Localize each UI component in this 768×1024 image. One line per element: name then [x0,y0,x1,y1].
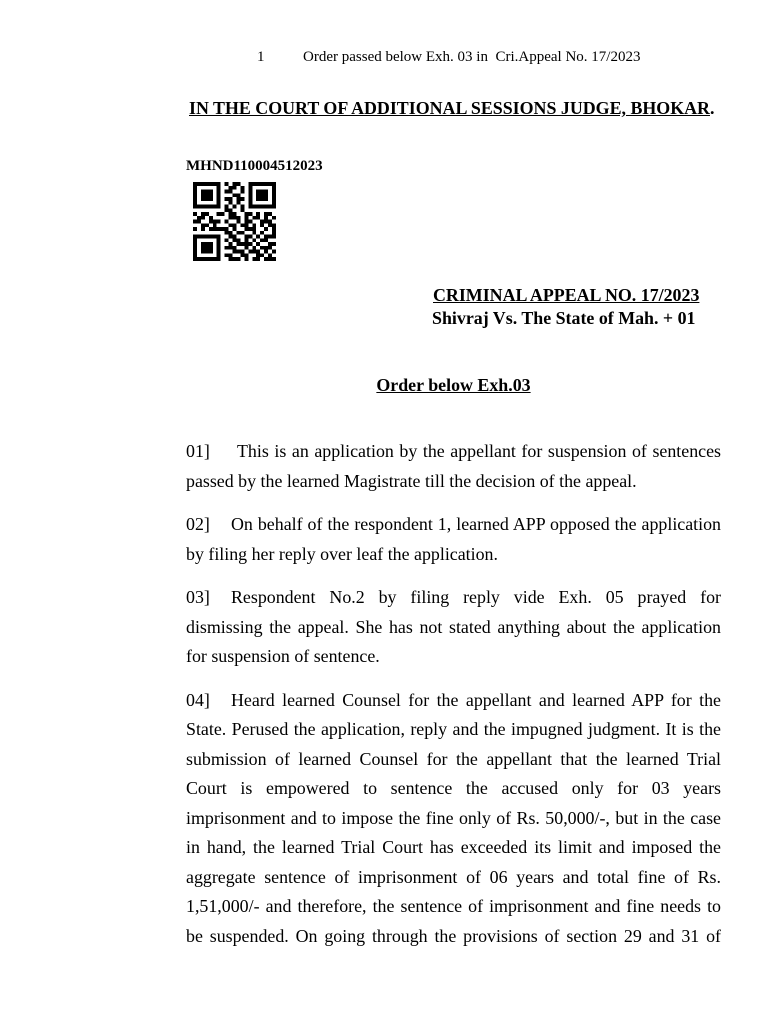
paragraph-02 [186,510,721,569]
paragraph-line-text: Heard learned Counsel for the appellant and learned APP for the [231,689,721,710]
paragraph-line-text: On behalf of the respondent 1, learned APP opposed the application [231,514,721,534]
page-number: 1 [257,49,265,65]
paragraph-line: State. Perused the application, reply and the impugned judgment. It is the [186,719,721,739]
paragraph-line: by filing her reply over leaf the application. [186,543,498,564]
case-number: CRIMINAL APPEAL NO. 17/2023 [433,285,700,305]
qr-code-icon [193,182,276,261]
paragraph-line: 1,51,000/- and therefore, the sentence of imprisonment and fine needs to [186,896,721,916]
court-title-text: IN THE COURT OF ADDITIONAL SESSIONS JUDGE, BHOKAR [189,98,710,118]
paragraph-line: Court is empowered to sentence the accused only for 03 years [186,778,721,798]
order-heading [186,373,721,397]
paragraph-line: submission of learned Counsel for the appellant that the learned Trial [186,748,721,769]
paragraph-01 [186,437,721,496]
paragraph-line: in hand, the learned Trial Court has exceeded its limit and imposed the [186,837,721,857]
paragraph-line: imprisonment and to impose the fine only of Rs. 50,000/-, but in the case [186,807,721,828]
paragraph-line-text: Respondent No.2 by filing reply vide Exh. 05 prayed for [231,587,721,607]
cnr-number: MHND110004512023 [186,158,323,174]
order-heading-text: Order below Exh.03 [376,375,531,395]
case-parties: Shivraj Vs. The State of Mah. + 01 [432,308,696,328]
paragraph-number: 03] [186,587,210,607]
paragraph-line: be suspended. On going through the provisions of section 29 and 31 of [186,925,721,946]
paragraph-line [186,583,721,613]
court-title [189,96,714,120]
paragraph-line [186,437,721,467]
page-header-text: Order passed below Exh. 03 in Cri.Appeal No. 17/2023 [303,49,641,65]
paragraph-04 [186,686,721,952]
qr-code-modules [193,182,276,261]
paragraph-line [186,686,721,716]
order-body [186,437,721,965]
paragraph-line: aggregate sentence of imprisonment of 06 years and total fine of Rs. [186,866,721,887]
paragraph-number: 01] [186,441,210,461]
paragraph-03 [186,583,721,672]
court-title-period: . [709,98,715,118]
paragraph-number: 04] [186,689,210,710]
paragraph-number: 02] [186,514,210,534]
paragraph-line: for suspension of sentence. [186,646,380,666]
paragraph-line: passed by the learned Magistrate till the decision of the appeal. [186,470,637,491]
paragraph-line [186,510,721,540]
paragraph-line: dismissing the appeal. She has not stated anything about the application [186,616,721,637]
paragraph-line-text: This is an application by the appellant for suspension of sentences [237,441,721,461]
